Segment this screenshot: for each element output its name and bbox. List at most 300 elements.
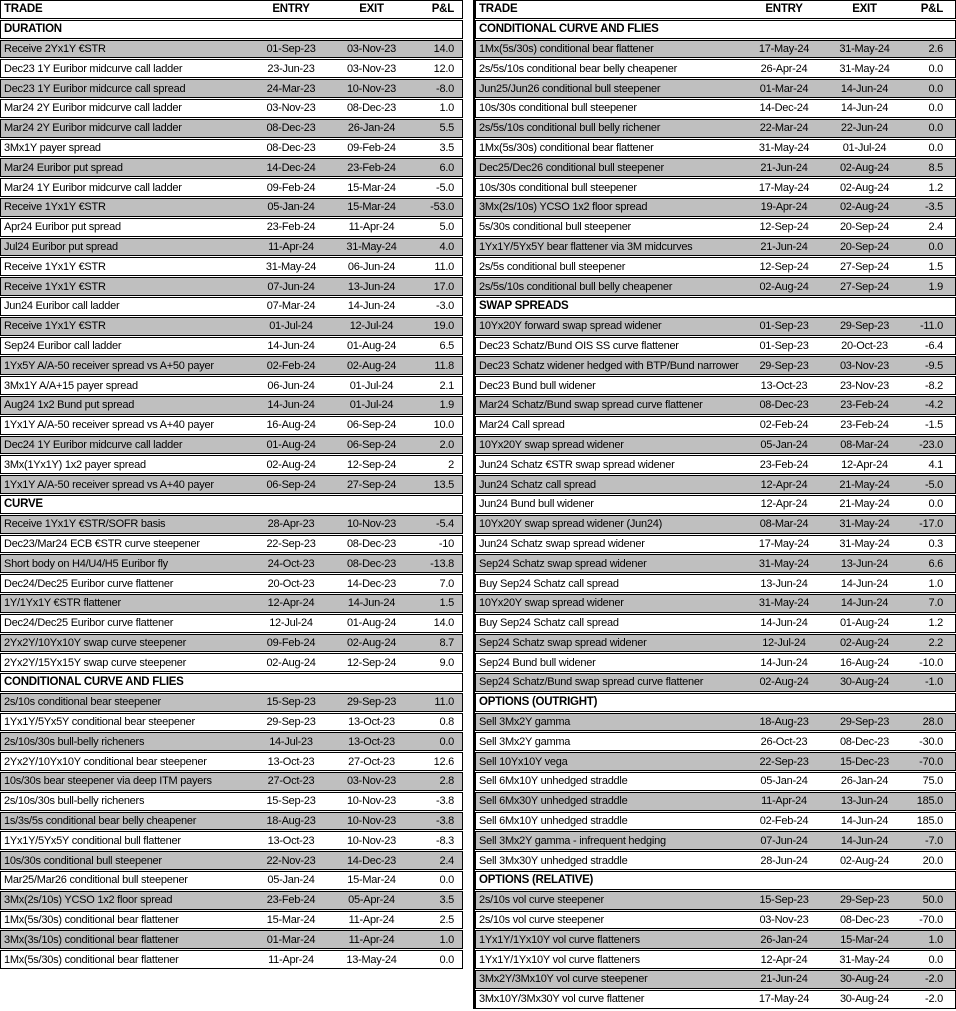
table-row bbox=[475, 970, 956, 989]
table-row bbox=[475, 59, 956, 78]
table-row bbox=[0, 475, 463, 494]
table-row bbox=[475, 455, 956, 474]
entry-cell: 23-Feb-24 bbox=[266, 221, 316, 234]
entry-cell: 11-Apr-24 bbox=[761, 795, 807, 808]
entry-cell: 26-Apr-24 bbox=[760, 62, 808, 75]
table-row bbox=[0, 930, 463, 949]
section-header-row bbox=[475, 871, 956, 890]
table-row bbox=[0, 594, 463, 613]
exit-cell: 27-Sep-24 bbox=[346, 478, 397, 491]
pnl-cell: 2.4 bbox=[439, 854, 454, 867]
trade-cell: 3Mx2Y/3Mx10Y vol curve steepener bbox=[479, 973, 648, 986]
exit-cell: 11-Apr-24 bbox=[348, 933, 395, 946]
pnl-cell: 75.0 bbox=[922, 775, 943, 788]
trade-cell: 3Mx(2s/10s) YCSO 1x2 floor spread bbox=[4, 894, 173, 907]
entry-cell: 01-Sep-23 bbox=[266, 42, 316, 55]
entry-cell: 16-Aug-24 bbox=[266, 419, 316, 432]
pnl-cell: 1.2 bbox=[928, 181, 943, 194]
table-row bbox=[0, 158, 463, 177]
table-row bbox=[475, 376, 956, 395]
exit-cell: 22-Jun-24 bbox=[840, 122, 889, 135]
trade-cell: Jun24 Schatz swap spread widener bbox=[479, 537, 645, 550]
trade-cell: Receive 1Yx1Y €STR/SOFR basis bbox=[4, 518, 166, 531]
trade-cell: 2s/5s conditional bull steepener bbox=[479, 260, 626, 273]
entry-cell: 08-Dec-23 bbox=[266, 141, 316, 154]
exit-cell: 10-Nov-23 bbox=[346, 518, 397, 531]
pnl-cell: 2.0 bbox=[439, 438, 454, 451]
pnl-cell: 7.0 bbox=[928, 597, 943, 610]
table-row bbox=[0, 713, 463, 732]
pnl-cell: 0.0 bbox=[928, 102, 943, 115]
exit-cell: 13-Jun-24 bbox=[347, 280, 396, 293]
entry-cell: 03-Nov-23 bbox=[266, 102, 316, 115]
pnl-cell: -3.5 bbox=[925, 201, 943, 214]
pnl-cell: 0.8 bbox=[439, 716, 454, 729]
entry-cell: 29-Sep-23 bbox=[759, 359, 809, 372]
exit-cell: 01-Jul-24 bbox=[349, 379, 394, 392]
table-row bbox=[0, 317, 463, 336]
table-row bbox=[475, 198, 956, 217]
trades-table-left bbox=[0, 0, 463, 1009]
trade-cell: 1s/3s/5s conditional bear belly cheapener bbox=[4, 815, 197, 828]
pnl-cell: -23.0 bbox=[919, 438, 943, 451]
pnl-cell: -30.0 bbox=[919, 735, 943, 748]
exit-cell: 09-Feb-24 bbox=[347, 141, 396, 154]
column-header-trade: TRADE bbox=[479, 3, 518, 16]
trade-cell: 2s/10s/30s bull-belly richeners bbox=[4, 735, 145, 748]
trade-cell: 2s/10s conditional bear steepener bbox=[4, 696, 161, 709]
exit-cell: 12-Sep-24 bbox=[346, 458, 397, 471]
exit-cell: 15-Mar-24 bbox=[347, 874, 396, 887]
pnl-cell: 0.0 bbox=[928, 953, 943, 966]
table-row bbox=[0, 614, 463, 633]
exit-cell: 02-Aug-24 bbox=[346, 359, 397, 372]
trade-cell: 3Mx10Y/3Mx30Y vol curve flattener bbox=[479, 993, 645, 1006]
entry-cell: 07-Mar-24 bbox=[266, 300, 316, 313]
table-row bbox=[0, 277, 463, 296]
entry-cell: 12-Jul-24 bbox=[762, 636, 806, 649]
table-row bbox=[475, 831, 956, 850]
column-header-entry: ENTRY bbox=[765, 3, 803, 16]
pnl-cell: -6.4 bbox=[925, 339, 943, 352]
entry-cell: 31-May-24 bbox=[758, 597, 810, 610]
table-row bbox=[0, 634, 463, 653]
column-header-exit: EXIT bbox=[852, 3, 877, 16]
exit-cell: 23-Feb-24 bbox=[840, 419, 889, 432]
trade-cell: 3Mx1Y A/A+15 payer spread bbox=[4, 379, 138, 392]
column-header-row bbox=[0, 0, 463, 19]
column-header-exit: EXIT bbox=[359, 3, 384, 16]
trade-cell: Sell 6Mx10Y unhedged straddle bbox=[479, 775, 628, 788]
pnl-cell: -5.0 bbox=[436, 181, 454, 194]
table-row bbox=[475, 238, 956, 257]
table-row bbox=[0, 752, 463, 771]
table-row bbox=[475, 812, 956, 831]
trade-cell: Sell 3Mx2Y gamma - infrequent hedging bbox=[479, 834, 666, 847]
exit-cell: 05-Apr-24 bbox=[348, 894, 395, 907]
exit-cell: 12-Apr-24 bbox=[841, 458, 888, 471]
table-row bbox=[0, 59, 463, 78]
exit-cell: 30-Aug-24 bbox=[839, 993, 890, 1006]
pnl-cell: 0.3 bbox=[928, 537, 943, 550]
pnl-cell: -13.8 bbox=[430, 557, 454, 570]
entry-cell: 17-May-24 bbox=[758, 181, 810, 194]
exit-cell: 14-Jun-24 bbox=[347, 597, 396, 610]
entry-cell: 01-Aug-24 bbox=[266, 438, 316, 451]
pnl-cell: 8.5 bbox=[928, 161, 943, 174]
pnl-cell: 20.0 bbox=[922, 854, 943, 867]
pnl-cell: -70.0 bbox=[919, 914, 943, 927]
entry-cell: 14-Jun-24 bbox=[267, 339, 315, 352]
entry-cell: 28-Jun-24 bbox=[760, 854, 808, 867]
table-row bbox=[0, 218, 463, 237]
exit-cell: 15-Mar-24 bbox=[840, 933, 889, 946]
trade-cell: Dec23 Schatz widener hedged with BTP/Bund narrower bbox=[479, 359, 739, 372]
entry-cell: 14-Dec-24 bbox=[266, 161, 316, 174]
trade-cell: 1Yx1Y A/A-50 receiver spread vs A+40 payer bbox=[4, 419, 214, 432]
trade-cell: Receive 1Yx1Y €STR bbox=[4, 280, 106, 293]
trade-cell: Jun24 Bund bull widener bbox=[479, 498, 594, 511]
pnl-cell: -10 bbox=[438, 537, 454, 550]
entry-cell: 24-Oct-23 bbox=[267, 557, 315, 570]
table-row bbox=[475, 416, 956, 435]
pnl-cell: -9.5 bbox=[925, 359, 943, 372]
table-row bbox=[0, 891, 463, 910]
entry-cell: 22-Sep-23 bbox=[266, 537, 316, 550]
table-row bbox=[0, 772, 463, 791]
trade-cell: 1Mx(5s/30s) conditional bear flattener bbox=[4, 953, 179, 966]
entry-cell: 08-Mar-24 bbox=[759, 518, 809, 531]
table-row bbox=[0, 950, 463, 969]
exit-cell: 14-Dec-23 bbox=[346, 577, 397, 590]
table-row bbox=[475, 930, 956, 949]
trade-cell: 10s/30s conditional bull steepener bbox=[479, 102, 637, 115]
table-row bbox=[475, 317, 956, 336]
entry-cell: 02-Aug-24 bbox=[266, 458, 316, 471]
exit-cell: 02-Aug-24 bbox=[839, 181, 890, 194]
pnl-cell: -8.3 bbox=[436, 834, 454, 847]
table-row bbox=[475, 495, 956, 514]
entry-cell: 02-Aug-24 bbox=[266, 656, 316, 669]
exit-cell: 31-May-24 bbox=[839, 62, 890, 75]
entry-cell: 14-Jun-24 bbox=[267, 399, 315, 412]
table-row bbox=[475, 713, 956, 732]
entry-cell: 17-May-24 bbox=[758, 537, 810, 550]
pnl-cell: -3.8 bbox=[436, 795, 454, 808]
exit-cell: 13-Jun-24 bbox=[840, 557, 889, 570]
pnl-cell: 3.5 bbox=[439, 894, 454, 907]
pnl-cell: 2.1 bbox=[439, 379, 454, 392]
table-row bbox=[475, 436, 956, 455]
section-header-row bbox=[0, 20, 463, 39]
pnl-cell: 14.0 bbox=[433, 42, 454, 55]
table-row bbox=[475, 99, 956, 118]
pnl-cell: 12.0 bbox=[433, 62, 454, 75]
entry-cell: 07-Jun-24 bbox=[267, 280, 315, 293]
entry-cell: 27-Oct-23 bbox=[267, 775, 315, 788]
trade-cell: Sell 3Mx30Y unhedged straddle bbox=[479, 854, 628, 867]
entry-cell: 01-Sep-23 bbox=[759, 339, 809, 352]
column-header-entry: ENTRY bbox=[272, 3, 310, 16]
table-row bbox=[475, 851, 956, 870]
entry-cell: 21-Jun-24 bbox=[760, 240, 808, 253]
entry-cell: 14-Jun-24 bbox=[760, 617, 808, 630]
trade-cell: Dec23 1Y Euribor midcurve call ladder bbox=[4, 62, 183, 75]
column-header-trade: TRADE bbox=[4, 3, 43, 16]
pnl-cell: -5.4 bbox=[436, 518, 454, 531]
trade-cell: Mar24 2Y Euribor midcurve call ladder bbox=[4, 102, 182, 115]
trade-cell: 10s/30s conditional bull steepener bbox=[4, 854, 162, 867]
exit-cell: 12-Sep-24 bbox=[346, 656, 397, 669]
table-row bbox=[475, 79, 956, 98]
table-row bbox=[0, 693, 463, 712]
table-row bbox=[0, 574, 463, 593]
trade-cell: Sell 3Mx2Y gamma bbox=[479, 716, 571, 729]
pnl-cell: 1.9 bbox=[439, 399, 454, 412]
entry-cell: 12-Apr-24 bbox=[760, 478, 808, 491]
entry-cell: 09-Feb-24 bbox=[266, 181, 316, 194]
pnl-cell: 2.4 bbox=[928, 221, 943, 234]
pnl-cell: -7.0 bbox=[925, 834, 943, 847]
entry-cell: 05-Jan-24 bbox=[267, 201, 315, 214]
pnl-cell: 1.0 bbox=[439, 933, 454, 946]
pnl-cell: 185.0 bbox=[916, 815, 943, 828]
trade-cell: Mar25/Mar26 conditional bull steepener bbox=[4, 874, 188, 887]
exit-cell: 29-Sep-23 bbox=[839, 894, 890, 907]
table-row bbox=[475, 218, 956, 237]
pnl-cell: -8.2 bbox=[925, 379, 943, 392]
entry-cell: 05-Jan-24 bbox=[267, 874, 315, 887]
trade-cell: 1Mx(5s/30s) conditional bear flattener bbox=[479, 141, 654, 154]
pnl-cell: 19.0 bbox=[433, 320, 454, 333]
table-row bbox=[475, 574, 956, 593]
entry-cell: 02-Feb-24 bbox=[759, 815, 809, 828]
trade-cell: Mar24 Euribor put spread bbox=[4, 161, 123, 174]
entry-cell: 03-Nov-23 bbox=[759, 914, 809, 927]
entry-cell: 15-Sep-23 bbox=[759, 894, 809, 907]
exit-cell: 23-Feb-24 bbox=[840, 399, 889, 412]
exit-cell: 31-May-24 bbox=[839, 537, 890, 550]
trade-cell: Jun24 Schatz call spread bbox=[479, 478, 596, 491]
table-row bbox=[475, 178, 956, 197]
trade-cell: 1Yx1Y/5Yx5Y bear flattener via 3M midcurves bbox=[479, 240, 693, 253]
pnl-cell: 1.9 bbox=[928, 280, 943, 293]
table-row bbox=[475, 732, 956, 751]
exit-cell: 15-Mar-24 bbox=[347, 201, 396, 214]
table-row bbox=[0, 356, 463, 375]
table-row bbox=[0, 831, 463, 850]
trade-cell: 2s/10s vol curve steepener bbox=[479, 914, 604, 927]
entry-cell: 28-Apr-23 bbox=[267, 518, 315, 531]
trade-cell: Dec24/Dec25 Euribor curve flattener bbox=[4, 577, 174, 590]
entry-cell: 26-Jan-24 bbox=[760, 933, 808, 946]
section-title: OPTIONS (RELATIVE) bbox=[479, 874, 594, 887]
pnl-cell: 13.5 bbox=[433, 478, 454, 491]
trade-cell: Sep24 Euribor call ladder bbox=[4, 339, 122, 352]
table-row bbox=[475, 634, 956, 653]
trade-cell: 2Yx2Y/10Yx10Y conditional bear steepener bbox=[4, 755, 207, 768]
table-row bbox=[0, 337, 463, 356]
exit-cell: 31-May-24 bbox=[346, 240, 397, 253]
trade-cell: Mar24 1Y Euribor midcurve call ladder bbox=[4, 181, 182, 194]
exit-cell: 14-Jun-24 bbox=[840, 82, 889, 95]
section-header-row bbox=[475, 693, 956, 712]
exit-cell: 20-Sep-24 bbox=[839, 240, 890, 253]
pnl-cell: 17.0 bbox=[433, 280, 454, 293]
entry-cell: 12-Apr-24 bbox=[760, 953, 808, 966]
table-row bbox=[0, 792, 463, 811]
entry-cell: 02-Aug-24 bbox=[759, 280, 809, 293]
exit-cell: 13-May-24 bbox=[346, 953, 397, 966]
table-row bbox=[0, 515, 463, 534]
entry-cell: 13-Jun-24 bbox=[760, 577, 808, 590]
pnl-cell: 11.8 bbox=[434, 359, 454, 372]
table-row bbox=[475, 396, 956, 415]
pnl-cell: 2.6 bbox=[928, 42, 943, 55]
exit-cell: 30-Aug-24 bbox=[839, 676, 890, 689]
pnl-cell: -1.5 bbox=[925, 419, 943, 432]
trade-cell: Sep24 Schatz swap spread widener bbox=[479, 636, 647, 649]
entry-cell: 15-Mar-24 bbox=[266, 914, 316, 927]
exit-cell: 02-Aug-24 bbox=[839, 161, 890, 174]
entry-cell: 18-Aug-23 bbox=[266, 815, 316, 828]
trade-cell: Apr24 Euribor put spread bbox=[4, 221, 121, 234]
exit-cell: 30-Aug-24 bbox=[839, 973, 890, 986]
entry-cell: 09-Feb-24 bbox=[266, 636, 316, 649]
pnl-cell: 0.0 bbox=[439, 953, 454, 966]
trade-cell: 5s/30s conditional bull steepener bbox=[479, 221, 631, 234]
trade-cell: Dec23 Bund bull widener bbox=[479, 379, 596, 392]
pnl-cell: -1.0 bbox=[925, 676, 943, 689]
trade-cell: Sep24 Bund bull widener bbox=[479, 656, 596, 669]
trade-cell: Sell 6Mx30Y unhedged straddle bbox=[479, 795, 628, 808]
trade-cell: Receive 1Yx1Y €STR bbox=[4, 320, 106, 333]
table-row bbox=[0, 376, 463, 395]
exit-cell: 03-Nov-23 bbox=[346, 62, 397, 75]
exit-cell: 08-Dec-23 bbox=[346, 102, 397, 115]
trade-cell: 1Y/1Yx1Y €STR flattener bbox=[4, 597, 121, 610]
table-row bbox=[475, 40, 956, 59]
table-row bbox=[475, 594, 956, 613]
pnl-cell: -4.2 bbox=[925, 399, 943, 412]
exit-cell: 06-Jun-24 bbox=[347, 260, 396, 273]
table-row bbox=[0, 812, 463, 831]
trade-cell: Jul24 Euribor put spread bbox=[4, 240, 118, 253]
trade-cell: Dec23 1Y Euribor midcurce call spread bbox=[4, 82, 186, 95]
exit-cell: 08-Dec-23 bbox=[839, 914, 890, 927]
entry-cell: 02-Feb-24 bbox=[266, 359, 316, 372]
pnl-cell: 5.0 bbox=[439, 221, 454, 234]
pnl-cell: 3.5 bbox=[439, 141, 454, 154]
pnl-cell: 2 bbox=[448, 458, 454, 471]
exit-cell: 01-Jul-24 bbox=[349, 399, 394, 412]
exit-cell: 02-Aug-24 bbox=[346, 636, 397, 649]
entry-cell: 01-Jul-24 bbox=[269, 320, 313, 333]
table-row bbox=[0, 79, 463, 98]
pnl-cell: -8.0 bbox=[436, 82, 454, 95]
exit-cell: 08-Dec-23 bbox=[346, 537, 397, 550]
exit-cell: 06-Sep-24 bbox=[346, 419, 397, 432]
trade-cell: 10Yx20Y swap spread widener bbox=[479, 597, 624, 610]
table-row bbox=[0, 396, 463, 415]
entry-cell: 13-Oct-23 bbox=[760, 379, 808, 392]
table-row bbox=[0, 455, 463, 474]
table-row bbox=[475, 277, 956, 296]
pnl-cell: 6.5 bbox=[439, 339, 454, 352]
entry-cell: 02-Aug-24 bbox=[759, 676, 809, 689]
pnl-cell: 0.0 bbox=[928, 141, 943, 154]
trade-cell: 2s/10s vol curve steepener bbox=[479, 894, 604, 907]
entry-cell: 15-Sep-23 bbox=[266, 795, 316, 808]
trade-cell: Mar24 Call spread bbox=[479, 419, 565, 432]
pnl-cell: 0.0 bbox=[928, 82, 943, 95]
exit-cell: 26-Jan-24 bbox=[840, 775, 889, 788]
pnl-cell: -3.8 bbox=[436, 815, 454, 828]
table-row bbox=[475, 356, 956, 375]
trade-cell: Mar24 2Y Euribor midcurve call ladder bbox=[4, 122, 182, 135]
pnl-cell: 10.0 bbox=[433, 419, 454, 432]
column-header-row bbox=[475, 0, 956, 19]
entry-cell: 08-Dec-23 bbox=[759, 399, 809, 412]
table-row bbox=[475, 614, 956, 633]
pnl-cell: 11.0 bbox=[434, 696, 454, 709]
table-row bbox=[475, 515, 956, 534]
pnl-cell: 28.0 bbox=[922, 716, 943, 729]
entry-cell: 12-Sep-24 bbox=[759, 260, 809, 273]
trade-cell: Buy Sep24 Schatz call spread bbox=[479, 577, 619, 590]
trade-cell: 3Mx(1Yx1Y) 1x2 payer spread bbox=[4, 458, 146, 471]
table-row bbox=[0, 535, 463, 554]
trade-cell: 2Yx2Y/15Yx15Y swap curve steepener bbox=[4, 656, 187, 669]
pnl-cell: 4.0 bbox=[439, 240, 454, 253]
pnl-cell: 1.5 bbox=[439, 597, 454, 610]
entry-cell: 20-Oct-23 bbox=[267, 577, 315, 590]
table-row bbox=[0, 554, 463, 573]
table-row bbox=[475, 772, 956, 791]
exit-cell: 01-Aug-24 bbox=[346, 339, 397, 352]
trade-cell: Dec23 Schatz/Bund OIS SS curve flattener bbox=[479, 339, 679, 352]
trade-cell: 2s/5s/10s conditional bull belly cheapener bbox=[479, 280, 673, 293]
trade-cell: Receive 1Yx1Y €STR bbox=[4, 201, 106, 214]
exit-cell: 27-Sep-24 bbox=[839, 280, 890, 293]
trade-cell: 10Yx20Y swap spread widener bbox=[479, 438, 624, 451]
trade-cell: 1Yx1Y/5Yx5Y conditional bear steepener bbox=[4, 716, 195, 729]
trade-cell: 10Yx20Y forward swap spread widener bbox=[479, 320, 662, 333]
pnl-cell: 50.0 bbox=[922, 894, 943, 907]
entry-cell: 17-May-24 bbox=[758, 42, 810, 55]
exit-cell: 02-Aug-24 bbox=[839, 201, 890, 214]
table-row bbox=[0, 732, 463, 751]
table-row bbox=[475, 554, 956, 573]
table-row bbox=[0, 139, 463, 158]
pnl-cell: 9.0 bbox=[439, 656, 454, 669]
trade-cell: 10s/30s bear steepener via deep ITM payers bbox=[4, 775, 212, 788]
table-row bbox=[475, 475, 956, 494]
exit-cell: 14-Jun-24 bbox=[840, 102, 889, 115]
exit-cell: 02-Aug-24 bbox=[839, 636, 890, 649]
entry-cell: 13-Oct-23 bbox=[267, 834, 315, 847]
exit-cell: 14-Jun-24 bbox=[347, 300, 396, 313]
pnl-cell: 0.0 bbox=[928, 498, 943, 511]
table-row bbox=[475, 891, 956, 910]
entry-cell: 01-Mar-24 bbox=[266, 933, 316, 946]
pnl-cell: 6.6 bbox=[928, 557, 943, 570]
trade-cell: Sell 10Yx10Y vega bbox=[479, 755, 568, 768]
entry-cell: 22-Nov-23 bbox=[266, 854, 316, 867]
exit-cell: 01-Aug-24 bbox=[839, 617, 890, 630]
pnl-cell: 12.6 bbox=[433, 755, 454, 768]
trade-cell: Dec24 1Y Euribor midcurve call ladder bbox=[4, 438, 183, 451]
